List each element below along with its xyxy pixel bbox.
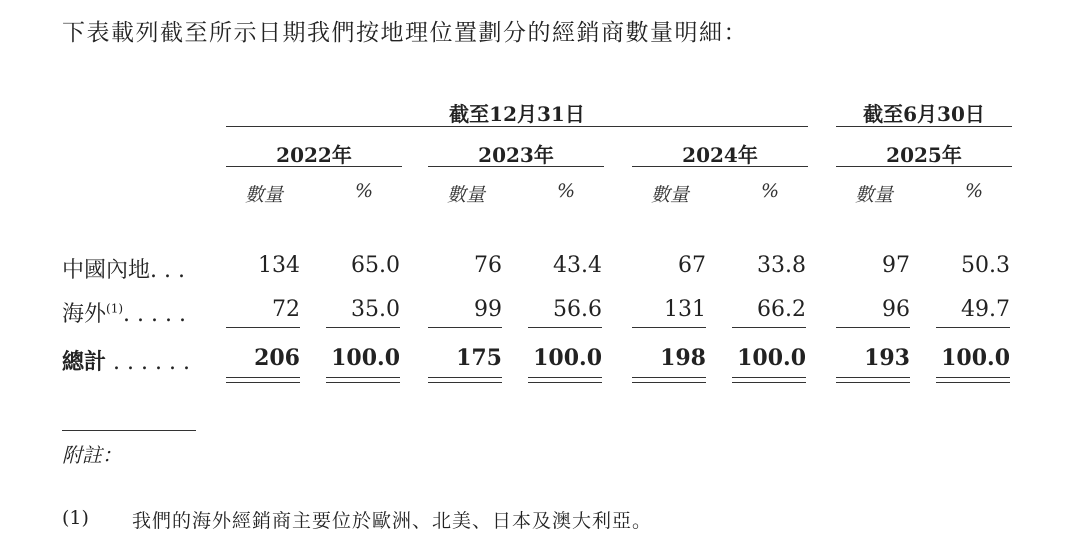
total-double-rule: [936, 377, 1010, 378]
subtotal-rule: [936, 327, 1010, 328]
total-double-rule: [632, 377, 706, 378]
total-double-rule: [528, 382, 602, 383]
cell-value-total: 100.0: [533, 345, 602, 371]
cell-value: 96: [882, 297, 910, 322]
total-double-rule: [632, 382, 706, 383]
subtotal-rule: [528, 327, 602, 328]
row-label-total: 總計 . . . . . .: [62, 349, 190, 375]
subheader-pct: %: [556, 180, 576, 202]
subheader-count: 數量: [244, 184, 283, 206]
cell-value: 72: [272, 297, 300, 322]
cell-value: 43.4: [553, 253, 602, 278]
subtotal-rule: [632, 327, 706, 328]
cell-value: 56.6: [553, 297, 602, 322]
total-double-rule: [732, 377, 806, 378]
total-double-rule: [732, 382, 806, 383]
cell-value: 97: [882, 253, 910, 278]
cell-value: 66.2: [757, 297, 806, 322]
cell-value-total: 198: [660, 345, 706, 371]
cell-value: 67: [678, 253, 706, 278]
cell-value: 131: [664, 297, 706, 322]
subheader-count: 數量: [446, 184, 485, 206]
subheader-pct: %: [354, 180, 374, 202]
note-text: 我們的海外經銷商主要位於歐洲、北美、日本及澳大利亞。: [132, 510, 653, 532]
cell-value-total: 175: [456, 345, 502, 371]
group-header-rule: [836, 126, 1012, 127]
subtotal-rule: [326, 327, 400, 328]
notes-heading: 附註：: [62, 443, 122, 467]
total-double-rule: [836, 382, 910, 383]
cell-value: 33.8: [757, 253, 806, 278]
intro-text: 下表載列截至所示日期我們按地理位置劃分的經銷商數量明細：: [62, 20, 748, 46]
subtotal-rule: [226, 327, 300, 328]
year-header-2025: 2025年: [886, 143, 962, 167]
total-double-rule: [428, 382, 502, 383]
total-double-rule: [428, 377, 502, 378]
group-header-jun30: 截至6月30日: [863, 102, 985, 126]
cell-value-total: 100.0: [737, 345, 806, 371]
cell-value: 99: [474, 297, 502, 322]
cell-value-total: 206: [254, 345, 300, 371]
cell-value: 65.0: [351, 253, 400, 278]
total-double-rule: [226, 382, 300, 383]
subheader-count: 數量: [854, 184, 893, 206]
cell-value: 134: [258, 253, 300, 278]
total-double-rule: [326, 382, 400, 383]
year-header-rule: [836, 166, 1012, 167]
total-double-rule: [936, 382, 1010, 383]
cell-value: 35.0: [351, 297, 400, 322]
note-marker: (1): [62, 507, 89, 529]
cell-value-total: 100.0: [941, 345, 1010, 371]
year-header-2023: 2023年: [478, 143, 554, 167]
year-header-rule: [428, 166, 604, 167]
notes-separator: [62, 430, 196, 431]
cell-value: 49.7: [961, 297, 1010, 322]
cell-value-total: 100.0: [331, 345, 400, 371]
cell-value: 76: [474, 253, 502, 278]
total-double-rule: [836, 377, 910, 378]
row-label-mainland: 中國內地. . .: [62, 258, 185, 283]
year-header-2022: 2022年: [276, 143, 352, 167]
subheader-pct: %: [760, 180, 780, 202]
row-label-overseas: 海外$^{(1)}$. . . . .: [62, 301, 186, 327]
year-header-rule: [226, 166, 402, 167]
year-header-rule: [632, 166, 808, 167]
subtotal-rule: [732, 327, 806, 328]
subtotal-rule: [836, 327, 910, 328]
subtotal-rule: [428, 327, 502, 328]
subheader-count: 數量: [650, 184, 689, 206]
cell-value-total: 193: [864, 345, 910, 371]
total-double-rule: [226, 377, 300, 378]
group-header-dec31: 截至12月31日: [449, 102, 585, 126]
subheader-pct: %: [964, 180, 984, 202]
total-double-rule: [528, 377, 602, 378]
total-double-rule: [326, 377, 400, 378]
year-header-2024: 2024年: [682, 143, 758, 167]
group-header-rule: [226, 126, 808, 127]
cell-value: 50.3: [961, 253, 1010, 278]
